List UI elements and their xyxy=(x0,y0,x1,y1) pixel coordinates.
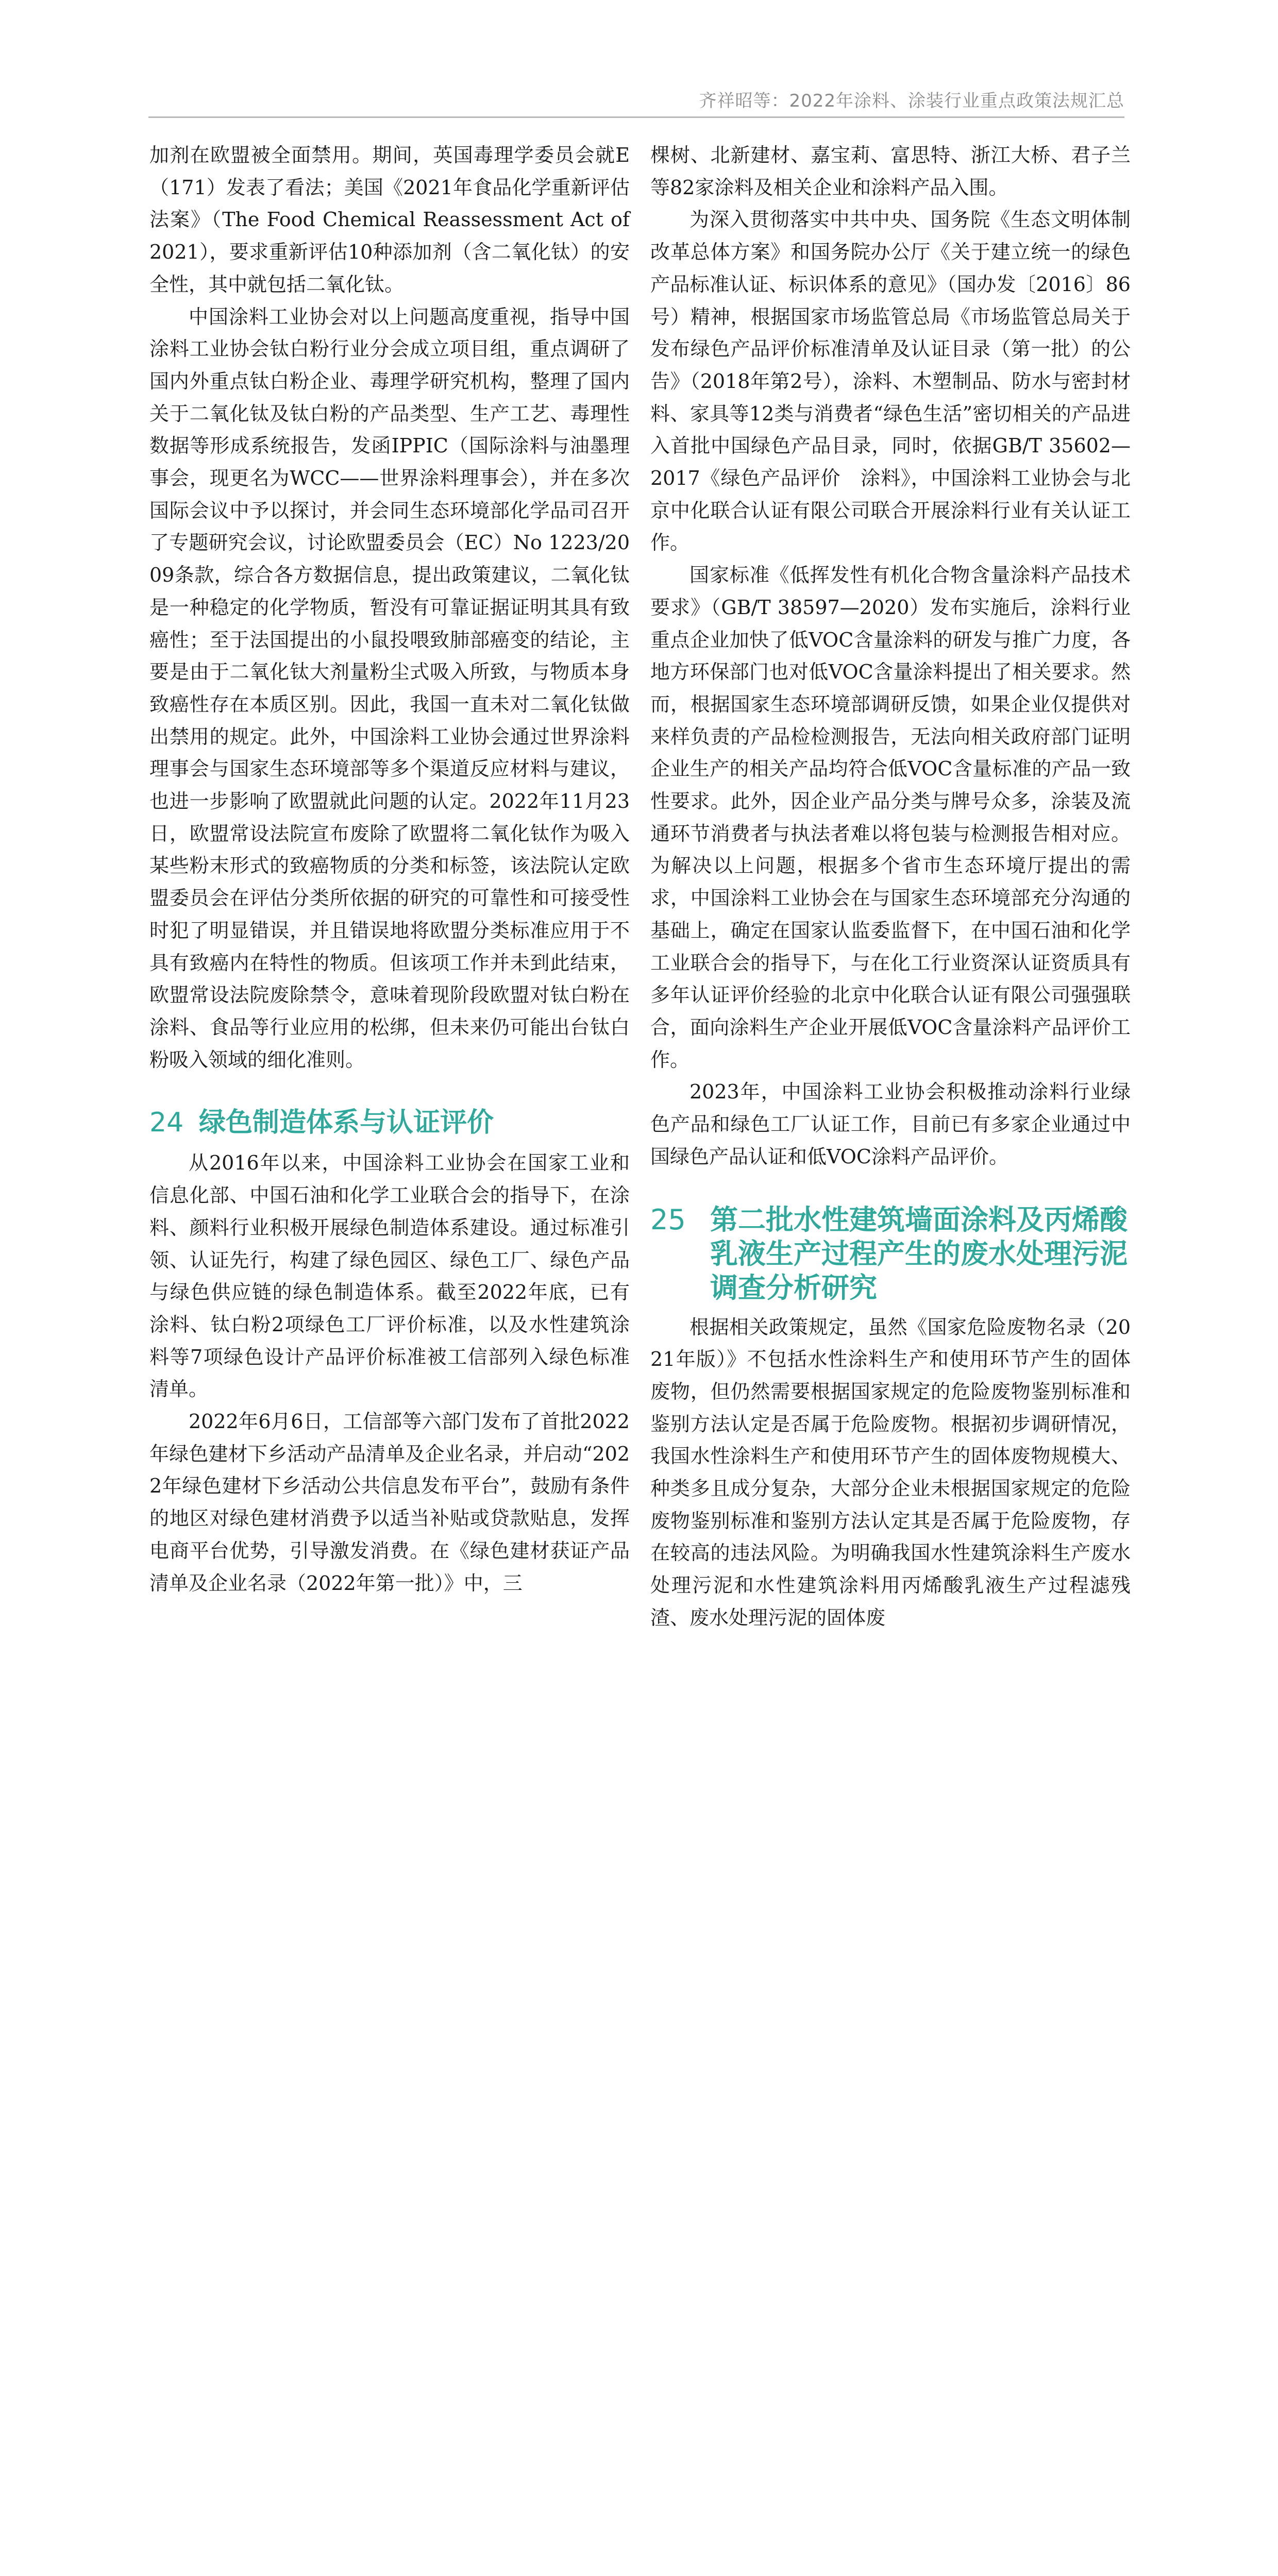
right-column xyxy=(650,139,1131,1634)
paragraph: 棵树、北新建材、嘉宝莉、富思特、浙江大桥、君子兰等82家涂料及相关企业和涂料产品入围。 xyxy=(650,144,1131,199)
section-title: 第二批水性建筑墙面涂料及丙烯酸乳液生产过程产生的废水处理污泥调查分析研究 xyxy=(710,1203,1128,1304)
header-divider xyxy=(148,116,1124,118)
running-header-title: 齐祥昭等：2022年涂料、涂装行业重点政策法规汇总 xyxy=(699,91,1124,111)
left-column xyxy=(149,139,630,1599)
paragraph: 国家标准《低挥发性有机化合物含量涂料产品技术要求》（GB/T 38597—2020）发布实施后，涂料行业重点企业加快了低VOC含量涂料的研发与推广力度，各地方环保部门也对低VOC含量涂料提出了相关要求。然而，根据国家生态环境部调研反馈，如果企业仅提供对来样负责的产品检检测报告，无法向相关政府部门证明企业生产的相关产品均符合低VOC含量标准的产品一致性要求。此外，因企业产品分类与牌号众多，涂装及流通环节消费者与执法者难以将包装与检测报告相对应。为解决以上问题，根据多个省市生态环境厅提出的需求，中国涂料工业协会在与国家生态环境部充分沟通的基础上，确定在国家认监委监督下，在中国石油和化学工业联合会的指导下，与在化工行业资深认证资质具有多年认证评价经验的北京中化联合认证有限公司强强联合，面向涂料生产企业开展低VOC含量涂料产品评价工作。 xyxy=(650,564,1131,1071)
section-heading-24 xyxy=(149,1105,630,1141)
paragraph: 从2016年以来，中国涂料工业协会在国家工业和信息化部、中国石油和化学工业联合会的指导下，在涂料、颜料行业积极开展绿色制造体系建设。通过标准引领、认证先行，构建了绿色园区、绿色工厂、绿色产品与绿色供应链的绿色制造体系。截至2022年底，已有涂料、钛白粉2项绿色工厂评价标准，以及水性建筑涂料等7项绿色设计产品评价标准被工信部列入绿色标准清单。 xyxy=(149,1151,630,1401)
paragraph: 2023年，中国涂料工业协会积极推动涂料行业绿色产品和绿色工厂认证工作，目前已有多家企业通过中国绿色产品认证和低VOC涂料产品评价。 xyxy=(650,1080,1131,1168)
paragraph: 为深入贯彻落实中共中央、国务院《生态文明体制改革总体方案》和国务院办公厅《关于建立统一的绿色产品标准认证、标识体系的意见》（国办发〔2016〕86号）精神，根据国家市场监管总局《市场监管总局关于发布绿色产品评价标准清单及认证目录（第一批）的公告》（2018年第2号），涂料、木塑制品、防水与密封材料、家具等12类与消费者“绿色生活”密切相关的产品进入首批中国绿色产品目录，同时，依据GB/T 35602—2017《绿色产品评价 涂料》，中国涂料工业协会与北京中化联合认证有限公司联合开展涂料行业有关认证工作。 xyxy=(650,208,1131,554)
section-number: 25 xyxy=(650,1203,686,1236)
page-footer xyxy=(0,1587,1278,1664)
paragraph: 2022年6月6日，工信部等六部门发布了首批2022年绿色建材下乡活动产品清单及企业名录，并启动“2022年绿色建材下乡活动公共信息发布平台”，鼓励有条件的地区对绿色建材消费予以适当补贴或贷款贴息，发挥电商平台优势，引导激发消费。在《绿色建材获证产品清单及企业名录（2022年第一批）》中，三 xyxy=(149,1410,630,1595)
paragraph: 根据相关政策规定，虽然《国家危险废物名录（2021年版）》不包括水性涂料生产和使用环节产生的固体废物，但仍然需要根据国家规定的危险废物鉴别标准和鉴别方法认定是否属于危险废物。根据初步调研情况，我国水性涂料生产和使用环节产生的固体废物规模大、种类多且成分复杂，大部分企业未根据国家规定的危险废物鉴别标准和鉴别方法认定其是否属于危险废物，存在较高的违法风险。为明确我国水性建筑涂料生产废水处理污泥和水性建筑涂料用丙烯酸乳液生产过程滤残渣、废水处理污泥的固体废 xyxy=(650,1315,1131,1629)
section-number: 24 xyxy=(149,1107,184,1139)
paragraph: 加剂在欧盟被全面禁用。期间，英国毒理学委员会就E（171）发表了看法；美国《2021年食品化学重新评估法案》（The Food Chemical Reassessment Act of 2021），要求重新评估10种添加剂（含二氧化钛）的安全性，其中就包括二氧化钛。 xyxy=(149,144,630,296)
page-header xyxy=(0,0,1278,118)
paragraph: 中国涂料工业协会对以上问题高度重视，指导中国涂料工业协会钛白粉行业分会成立项目组，重点调研了国内外重点钛白粉企业、毒理学研究机构，整理了国内关于二氧化钛及钛白粉的产品类型、生产工艺、毒理性数据等形成系统报告，发函IPPIC（国际涂料与油墨理事会，现更名为WCC——世界涂料理事会），并在多次国际会议中予以探讨，并会同生态环境部化学品司召开了专题研究会议，讨论欧盟委员会（EC）No 1223/2009条款，综合各方数据信息，提出政策建议，二氧化钛是一种稳定的化学物质，暂没有可靠证据证明其具有致癌性；至于法国提出的小鼠投喂致肺部癌变的结论，主要是由于二氧化钛大剂量粉尘式吸入所致，与物质本身致癌性存在本质区别。因此，我国一直未对二氧化钛做出禁用的规定。此外，中国涂料工业协会通过世界涂料理事会与国家生态环境部等多个渠道反应材料与建议，也进一步影响了欧盟就此问题的认定。2022年11月23日，欧盟常设法院宣布废除了欧盟将二氧化钛作为吸入某些粉末形式的致癌物质的分类和标签，该法院认定欧盟委员会在评估分类所依据的研究的可靠性和可接受性时犯了明显错误，并且错误地将欧盟分类标准应用于不具有致癌内在特性的物质。但该项工作并未到此结束，欧盟常设法院废除禁令，意味着现阶段欧盟对钛白粉在涂料、食品等行业应用的松绑，但未来仍可能出台钛白粉吸入领域的细化准则。 xyxy=(149,305,630,1071)
section-heading-25 xyxy=(650,1203,1131,1305)
section-title: 绿色制造体系与认证评价 xyxy=(199,1107,494,1139)
